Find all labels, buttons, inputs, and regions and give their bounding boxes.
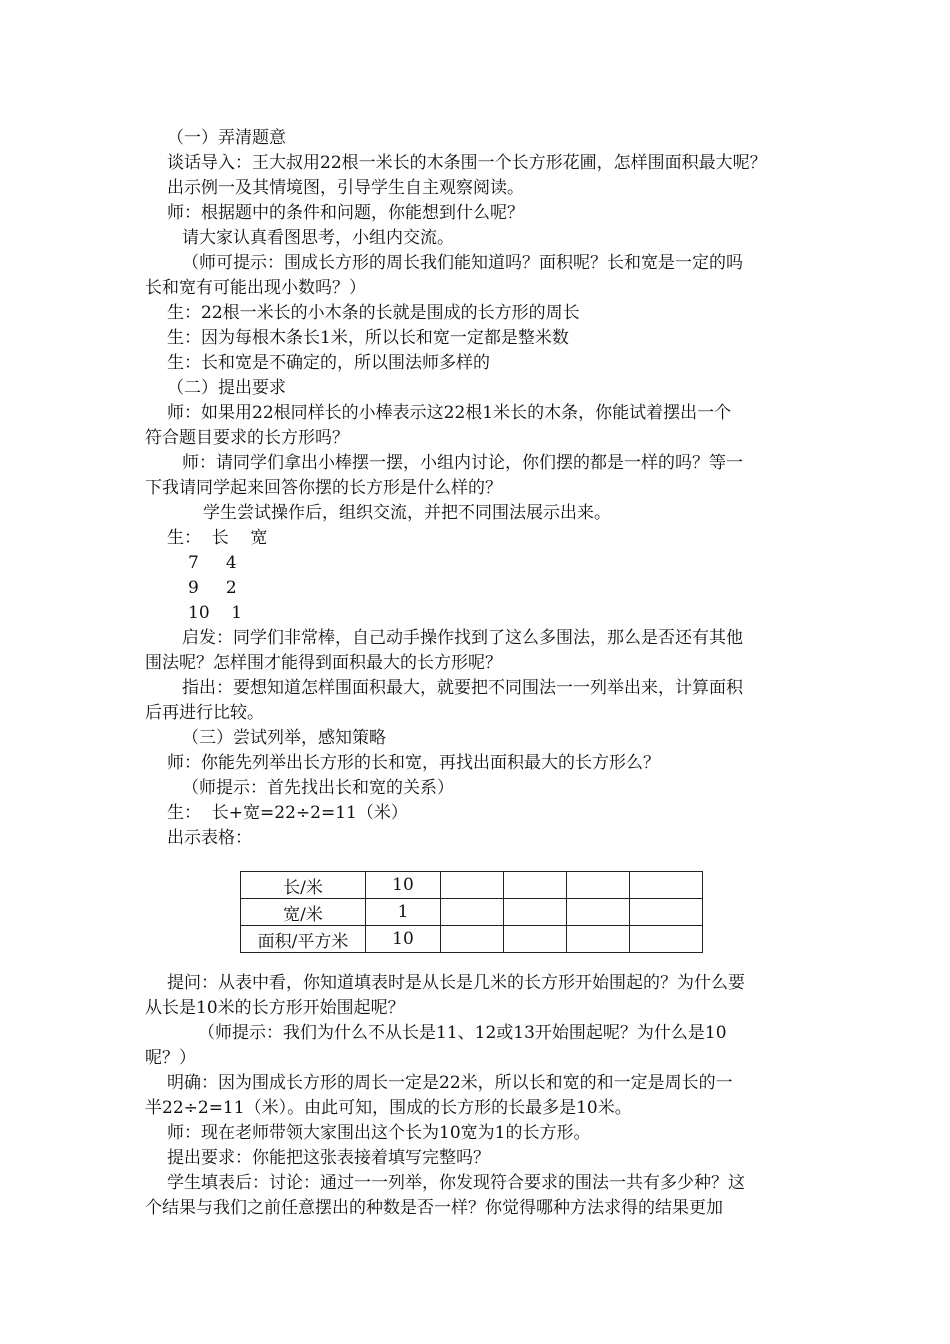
paragraph-line: 后再进行比较。 xyxy=(145,703,264,723)
paragraph-line: 提出要求：你能把这张表接着填写完整吗？ xyxy=(167,1148,490,1168)
paragraph-line: 半22÷2=11（米）。由此可知，围成的长方形的长最多是10米。 xyxy=(145,1098,632,1118)
table-row xyxy=(241,872,703,899)
paragraph-line: 师：现在老师带领大家围出这个长为10宽为1的长方形。 xyxy=(167,1123,591,1143)
paragraph-line: 学生填表后：讨论：通过一一列举，你发现符合要求的围法一共有多少种？这 xyxy=(167,1173,745,1193)
table-cell-empty xyxy=(504,926,567,953)
table-cell-empty xyxy=(441,899,504,926)
table-row xyxy=(241,899,703,926)
paragraph-line: 生：长和宽是不确定的，所以围法师多样的 xyxy=(167,353,490,373)
paragraph-line: 符合题目要求的长方形吗？ xyxy=(145,428,349,448)
table-cell-empty xyxy=(567,926,630,953)
table-cell-empty xyxy=(630,899,703,926)
paragraph-line: 呢？） xyxy=(145,1048,196,1068)
table-cell-empty xyxy=(567,872,630,899)
table-cell: 10 xyxy=(366,926,441,953)
paragraph-line: 生： 长 宽 xyxy=(167,528,268,548)
paragraph-line: （师提示：我们为什么不从长是11、12或13开始围起呢？为什么是10 xyxy=(198,1023,727,1043)
paragraph-line: （师可提示：围成长方形的周长我们能知道吗？面积呢？长和宽是一定的吗 xyxy=(182,253,743,273)
table-cell-empty xyxy=(441,926,504,953)
paragraph-line: 下我请同学起来回答你摆的长方形是什么样的？ xyxy=(145,478,502,498)
table-cell-empty xyxy=(504,872,567,899)
table-header-cell: 面积/平方米 xyxy=(241,926,366,953)
paragraph-line: 师：根据题中的条件和问题，你能想到什么呢？ xyxy=(167,203,524,223)
paragraph-line: 生：22根一米长的小木条的长就是围成的长方形的周长 xyxy=(167,303,580,323)
paragraph-line: 围法呢？怎样围才能得到面积最大的长方形呢？ xyxy=(145,653,502,673)
paragraph-line: 请大家认真看图思考，小组内交流。 xyxy=(182,228,454,248)
paragraph-line: 师：你能先列举出长方形的长和宽，再找出面积最大的长方形么？ xyxy=(167,753,660,773)
table-header-cell: 宽/米 xyxy=(241,899,366,926)
paragraph-line: 提问：从表中看，你知道填表时是从长是几米的长方形开始围起的？为什么要 xyxy=(167,973,745,993)
paragraph-line: 出示表格： xyxy=(167,828,252,848)
pair-row: 9 2 xyxy=(188,578,237,598)
paragraph-line: 谈话导入：王大叔用22根一米长的木条围一个长方形花圃，怎样围面积最大呢？ xyxy=(167,153,767,173)
paragraph-line: 学生尝试操作后，组织交流，并把不同围法展示出来。 xyxy=(203,503,611,523)
table-cell: 10 xyxy=(366,872,441,899)
section-heading-2: （二）提出要求 xyxy=(167,378,286,398)
paragraph-line: 明确：因为围成长方形的周长一定是22米，所以长和宽的和一定是周长的一 xyxy=(167,1073,733,1093)
paragraph-line: 启发：同学们非常棒，自己动手操作找到了这么多围法，那么是否还有其他 xyxy=(182,628,743,648)
data-table xyxy=(240,871,703,953)
table-row xyxy=(241,926,703,953)
table-cell-empty xyxy=(630,872,703,899)
table-cell-empty xyxy=(630,926,703,953)
paragraph-line: 生： 长+宽=22÷2=11（米） xyxy=(167,803,408,823)
table-header-cell: 长/米 xyxy=(241,872,366,899)
paragraph-line: 师：如果用22根同样长的小棒表示这22根1米长的木条，你能试着摆出一个 xyxy=(167,403,732,423)
paragraph-line: 从长是10米的长方形开始围起呢？ xyxy=(145,998,405,1018)
paragraph-line: 出示例一及其情境图，引导学生自主观察阅读。 xyxy=(167,178,524,198)
table-cell: 1 xyxy=(366,899,441,926)
table-cell-empty xyxy=(567,899,630,926)
table-cell-empty xyxy=(441,872,504,899)
paragraph-line: 师：请同学们拿出小棒摆一摆，小组内讨论，你们摆的都是一样的吗？等一 xyxy=(182,453,743,473)
paragraph-line: 指出：要想知道怎样围面积最大，就要把不同围法一一列举出来，计算面积 xyxy=(182,678,743,698)
table-cell-empty xyxy=(504,899,567,926)
paragraph-line: 长和宽有可能出现小数吗？） xyxy=(145,278,366,298)
section-heading-3: （三）尝试列举，感知策略 xyxy=(182,728,386,748)
pair-row: 10 1 xyxy=(188,603,243,623)
paragraph-line: （师提示：首先找出长和宽的关系） xyxy=(182,778,454,798)
paragraph-line: 生：因为每根木条长1米，所以长和宽一定都是整米数 xyxy=(167,328,569,348)
paragraph-line: 个结果与我们之前任意摆出的种数是否一样？你觉得哪种方法求得的结果更加 xyxy=(145,1198,723,1218)
section-heading-1: （一）弄清题意 xyxy=(167,128,286,148)
pair-row: 7 4 xyxy=(188,553,237,573)
